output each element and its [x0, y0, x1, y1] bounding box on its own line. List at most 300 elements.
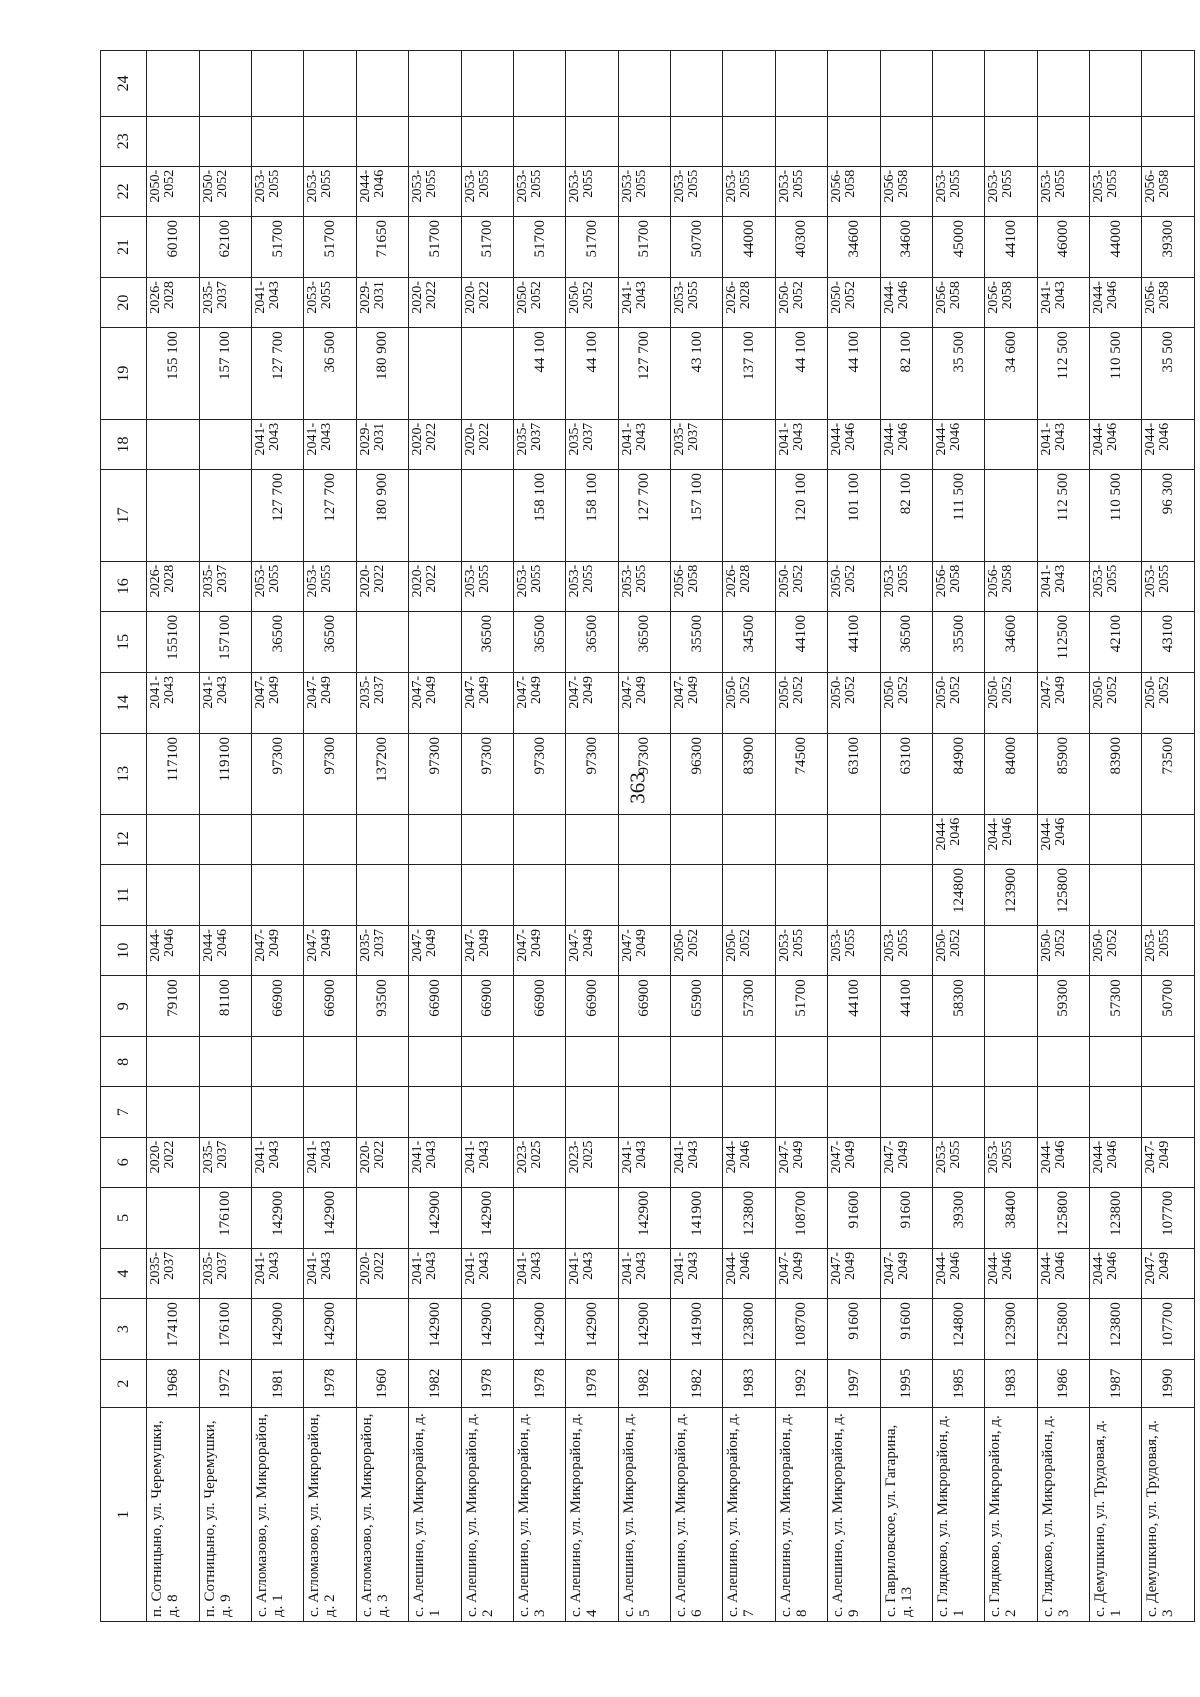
year-built-cell: 1985: [932, 1360, 984, 1408]
data-cell: 44100: [880, 976, 932, 1037]
column-number-header: 5: [101, 1187, 147, 1248]
data-cell: 34600: [880, 216, 932, 277]
data-cell: 2053- 2055: [828, 926, 880, 976]
data-cell: [199, 1037, 251, 1087]
data-cell: [723, 116, 775, 166]
data-cell: 155 100: [147, 328, 199, 420]
data-cell: 2041- 2043: [409, 1248, 461, 1298]
address-cell: с. Алешино, ул. Микрорайон, д. 4: [566, 1408, 618, 1622]
table-header-row: [101, 51, 147, 1622]
data-cell: 2047- 2049: [618, 926, 670, 976]
column-number-header: 13: [101, 734, 147, 815]
data-cell: 2026- 2028: [723, 561, 775, 611]
data-cell: 101 100: [828, 470, 880, 562]
data-cell: 127 700: [618, 470, 670, 562]
data-cell: [775, 814, 827, 864]
data-cell: 38400: [985, 1187, 1037, 1248]
data-cell: [723, 470, 775, 562]
data-cell: 2041- 2043: [304, 1248, 356, 1298]
data-cell: 180 900: [356, 470, 408, 562]
data-cell: 2050- 2052: [775, 278, 827, 328]
column-number-header: 17: [101, 470, 147, 562]
data-cell: 44100: [828, 611, 880, 672]
data-cell: 2053- 2055: [304, 166, 356, 216]
data-cell: 71650: [356, 216, 408, 277]
year-built-cell: 1972: [199, 1360, 251, 1408]
data-cell: [1142, 864, 1195, 925]
data-cell: 2041- 2043: [304, 1137, 356, 1187]
table-row: [1142, 51, 1195, 1622]
data-cell: [252, 1037, 304, 1087]
data-cell: 2044- 2046: [1037, 1248, 1089, 1298]
data-cell: [985, 1037, 1037, 1087]
data-cell: 2053- 2055: [985, 1137, 1037, 1187]
data-cell: [566, 1187, 618, 1248]
data-cell: [775, 1087, 827, 1137]
column-number-header: 11: [101, 864, 147, 925]
data-cell: [828, 1037, 880, 1087]
column-number-header: 7: [101, 1087, 147, 1137]
data-cell: 73500: [1142, 734, 1195, 815]
data-cell: 2053- 2055: [671, 166, 723, 216]
data-cell: 107700: [1142, 1299, 1195, 1360]
data-cell: 97300: [252, 734, 304, 815]
data-cell: 65900: [671, 976, 723, 1037]
data-cell: [985, 51, 1037, 117]
data-cell: 2050- 2052: [775, 672, 827, 733]
data-cell: 58300: [932, 976, 984, 1037]
data-cell: [932, 1087, 984, 1137]
data-cell: 2020- 2022: [356, 1248, 408, 1298]
data-cell: 2029- 2031: [356, 419, 408, 469]
data-cell: 96300: [671, 734, 723, 815]
data-cell: [409, 611, 461, 672]
year-built-cell: 1982: [671, 1360, 723, 1408]
column-number-header: 16: [101, 561, 147, 611]
address-cell: с. Агломазово, ул. Микрорайон, д. 1: [252, 1408, 304, 1622]
data-cell: 2050- 2052: [880, 672, 932, 733]
data-cell: [932, 1037, 984, 1087]
year-built-cell: 1987: [1090, 1360, 1142, 1408]
data-cell: 2056- 2058: [932, 278, 984, 328]
data-cell: 44000: [1090, 216, 1142, 277]
data-cell: 51700: [513, 216, 565, 277]
data-cell: [880, 51, 932, 117]
column-number-header: 18: [101, 419, 147, 469]
data-cell: 2044- 2046: [932, 814, 984, 864]
column-number-header: 12: [101, 814, 147, 864]
data-cell: [461, 328, 513, 420]
data-cell: 2044- 2046: [1090, 1248, 1142, 1298]
data-cell: [671, 1087, 723, 1137]
table-row: [985, 51, 1037, 1622]
column-number-header: 14: [101, 672, 147, 733]
data-cell: 107700: [1142, 1187, 1195, 1248]
data-cell: 2044- 2046: [880, 419, 932, 469]
data-cell: 44100: [828, 976, 880, 1037]
data-cell: 2053- 2055: [252, 561, 304, 611]
data-cell: 2050- 2052: [775, 561, 827, 611]
data-cell: 35500: [671, 611, 723, 672]
year-built-cell: 1986: [1037, 1360, 1089, 1408]
data-cell: [618, 1087, 670, 1137]
data-cell: 142900: [252, 1187, 304, 1248]
data-cell: 2041- 2043: [671, 1248, 723, 1298]
data-cell: 2050- 2052: [1090, 672, 1142, 733]
data-cell: 2050- 2052: [723, 672, 775, 733]
data-cell: [985, 470, 1037, 562]
data-cell: 36 500: [304, 328, 356, 420]
data-cell: 2044- 2046: [880, 278, 932, 328]
data-cell: 125800: [1037, 1299, 1089, 1360]
data-cell: 63100: [880, 734, 932, 815]
data-cell: 44 100: [828, 328, 880, 420]
data-cell: 2044- 2046: [723, 1248, 775, 1298]
data-cell: 108700: [775, 1299, 827, 1360]
data-cell: [775, 116, 827, 166]
data-cell: 2053- 2055: [1090, 561, 1142, 611]
address-cell: с. Алешино, ул. Микрорайон, д. 1: [409, 1408, 461, 1622]
data-cell: 108700: [775, 1187, 827, 1248]
data-cell: 142900: [304, 1187, 356, 1248]
data-cell: 2047- 2049: [409, 926, 461, 976]
data-cell: 2041- 2043: [252, 1137, 304, 1187]
data-cell: 2053- 2055: [461, 561, 513, 611]
year-built-cell: 1983: [985, 1360, 1037, 1408]
data-cell: 91600: [828, 1187, 880, 1248]
data-cell: 83900: [723, 734, 775, 815]
data-cell: 2050- 2052: [671, 926, 723, 976]
column-number-header: 24: [101, 51, 147, 117]
address-cell: с. Алешино, ул. Микрорайон, д. 2: [461, 1408, 513, 1622]
data-cell: 2041- 2043: [618, 419, 670, 469]
year-built-cell: 1982: [409, 1360, 461, 1408]
data-cell: 2020- 2022: [147, 1137, 199, 1187]
data-cell: 124800: [932, 864, 984, 925]
data-cell: [461, 814, 513, 864]
data-cell: 2020- 2022: [409, 561, 461, 611]
data-cell: 2053- 2055: [775, 166, 827, 216]
data-cell: 127 700: [252, 470, 304, 562]
data-cell: 2053- 2055: [618, 561, 670, 611]
data-cell: 2044- 2046: [1037, 814, 1089, 864]
data-cell: 2035- 2037: [199, 278, 251, 328]
data-cell: [513, 1087, 565, 1137]
data-cell: [513, 814, 565, 864]
data-cell: 2035- 2037: [199, 1248, 251, 1298]
data-cell: [1090, 1087, 1142, 1137]
data-cell: 51700: [566, 216, 618, 277]
column-number-header: 20: [101, 278, 147, 328]
data-cell: 2050- 2052: [932, 926, 984, 976]
data-cell: 2050- 2052: [1037, 926, 1089, 976]
data-cell: [252, 51, 304, 117]
data-cell: 2041- 2043: [618, 1248, 670, 1298]
data-cell: 2041- 2043: [671, 1137, 723, 1187]
data-cell: 51700: [304, 216, 356, 277]
table-row: [409, 51, 461, 1622]
data-cell: [1090, 814, 1142, 864]
data-cell: 2020- 2022: [409, 419, 461, 469]
data-cell: 119100: [199, 734, 251, 815]
data-cell: [828, 116, 880, 166]
data-cell: 66900: [566, 976, 618, 1037]
data-cell: 2047- 2049: [880, 1137, 932, 1187]
data-cell: 84000: [985, 734, 1037, 815]
data-cell: [461, 51, 513, 117]
data-cell: 142900: [409, 1187, 461, 1248]
data-cell: [671, 51, 723, 117]
data-cell: [199, 470, 251, 562]
data-cell: [618, 814, 670, 864]
data-cell: 142900: [252, 1299, 304, 1360]
year-built-cell: 1978: [461, 1360, 513, 1408]
data-cell: 2056- 2058: [985, 278, 1037, 328]
data-cell: 2020- 2022: [356, 1137, 408, 1187]
year-built-cell: 1997: [828, 1360, 880, 1408]
data-cell: 2041- 2043: [304, 419, 356, 469]
data-cell: 2044- 2046: [723, 1137, 775, 1187]
data-cell: 2026- 2028: [147, 278, 199, 328]
data-cell: [880, 1087, 932, 1137]
data-cell: 35 500: [1142, 328, 1195, 420]
data-cell: 142900: [409, 1299, 461, 1360]
data-cell: 2035- 2037: [199, 1137, 251, 1187]
data-cell: 2047- 2049: [618, 672, 670, 733]
data-cell: 42100: [1090, 611, 1142, 672]
data-cell: 2053- 2055: [723, 166, 775, 216]
data-cell: [880, 864, 932, 925]
table-row: [880, 51, 932, 1622]
data-cell: 2053- 2055: [880, 926, 932, 976]
data-cell: 2020- 2022: [461, 419, 513, 469]
data-cell: 2047- 2049: [1142, 1137, 1195, 1187]
data-cell: [199, 814, 251, 864]
year-built-cell: 1978: [304, 1360, 356, 1408]
data-cell: [1037, 116, 1089, 166]
data-cell: 2053- 2055: [932, 1137, 984, 1187]
data-cell: 2056- 2058: [932, 561, 984, 611]
data-cell: [147, 1037, 199, 1087]
column-number-header: 9: [101, 976, 147, 1037]
data-cell: [252, 864, 304, 925]
data-cell: 57300: [723, 976, 775, 1037]
data-cell: [1142, 1087, 1195, 1137]
data-cell: 2053- 2055: [932, 166, 984, 216]
data-cell: [409, 328, 461, 420]
data-cell: 2047- 2049: [461, 672, 513, 733]
data-cell: [304, 1037, 356, 1087]
data-cell: 2047- 2049: [1142, 1248, 1195, 1298]
data-cell: 124800: [932, 1299, 984, 1360]
data-cell: 2050- 2052: [723, 926, 775, 976]
data-cell: 84900: [932, 734, 984, 815]
data-cell: [880, 814, 932, 864]
data-cell: 2050- 2052: [199, 166, 251, 216]
data-cell: 2053- 2055: [1090, 166, 1142, 216]
data-cell: 2047- 2049: [671, 672, 723, 733]
data-cell: [356, 864, 408, 925]
data-cell: 157 100: [199, 328, 251, 420]
data-cell: 39300: [1142, 216, 1195, 277]
data-cell: 83900: [1090, 734, 1142, 815]
year-built-cell: 1978: [513, 1360, 565, 1408]
data-cell: 2056- 2058: [880, 166, 932, 216]
data-cell: 142900: [461, 1187, 513, 1248]
data-cell: 36500: [252, 611, 304, 672]
data-cell: 2047- 2049: [828, 1137, 880, 1187]
data-cell: [618, 116, 670, 166]
data-cell: [618, 51, 670, 117]
data-cell: [252, 1087, 304, 1137]
data-cell: 2053- 2055: [1142, 926, 1195, 976]
data-cell: 2041- 2043: [199, 672, 251, 733]
data-cell: 2044- 2046: [985, 814, 1037, 864]
data-cell: 2035- 2037: [671, 419, 723, 469]
data-cell: 157 100: [671, 470, 723, 562]
data-cell: 34 600: [985, 328, 1037, 420]
data-cell: 2047- 2049: [1037, 672, 1089, 733]
data-cell: 2041- 2043: [409, 1137, 461, 1187]
data-cell: 123900: [985, 1299, 1037, 1360]
data-cell: 34600: [828, 216, 880, 277]
data-cell: 180 900: [356, 328, 408, 420]
data-cell: 176100: [199, 1187, 251, 1248]
data-cell: 74500: [775, 734, 827, 815]
data-cell: 2050- 2052: [147, 166, 199, 216]
data-cell: 97300: [618, 734, 670, 815]
data-cell: [461, 470, 513, 562]
data-cell: 2044- 2046: [1037, 1137, 1089, 1187]
column-number-header: 22: [101, 166, 147, 216]
data-cell: 142900: [618, 1299, 670, 1360]
data-cell: 123900: [985, 864, 1037, 925]
data-cell: 2050- 2052: [985, 672, 1037, 733]
data-cell: 123800: [723, 1299, 775, 1360]
data-cell: 91600: [880, 1299, 932, 1360]
data-cell: [356, 1037, 408, 1087]
data-cell: 97300: [513, 734, 565, 815]
data-cell: 2020- 2022: [356, 561, 408, 611]
column-number-header: 8: [101, 1037, 147, 1087]
data-cell: 2041- 2043: [252, 278, 304, 328]
data-cell: 51700: [409, 216, 461, 277]
data-cell: [566, 116, 618, 166]
data-cell: [671, 1037, 723, 1087]
data-cell: [409, 116, 461, 166]
data-cell: 158 100: [513, 470, 565, 562]
data-cell: 2053- 2055: [513, 166, 565, 216]
data-cell: 2041- 2043: [513, 1248, 565, 1298]
data-cell: 97300: [461, 734, 513, 815]
data-cell: 142900: [566, 1299, 618, 1360]
data-cell: 142900: [513, 1299, 565, 1360]
data-cell: 141900: [671, 1299, 723, 1360]
data-cell: 2053- 2055: [671, 278, 723, 328]
data-cell: 51700: [618, 216, 670, 277]
data-cell: 96 300: [1142, 470, 1195, 562]
table-row: [1090, 51, 1142, 1622]
data-cell: 79100: [147, 976, 199, 1037]
data-cell: 2041- 2043: [1037, 561, 1089, 611]
data-cell: 2041- 2043: [618, 278, 670, 328]
data-cell: 2047- 2049: [828, 1248, 880, 1298]
data-cell: [356, 611, 408, 672]
data-cell: 2041- 2043: [566, 1248, 618, 1298]
year-built-cell: 1982: [618, 1360, 670, 1408]
data-cell: 60100: [147, 216, 199, 277]
data-cell: 137200: [356, 734, 408, 815]
data-cell: [566, 814, 618, 864]
data-cell: [356, 1299, 408, 1360]
data-cell: 2047- 2049: [461, 926, 513, 976]
data-cell: [932, 116, 984, 166]
column-number-header: 2: [101, 1360, 147, 1408]
data-cell: 97300: [304, 734, 356, 815]
data-cell: 2044- 2046: [1090, 1137, 1142, 1187]
column-number-header: 19: [101, 328, 147, 420]
address-cell: с. Демушкино, ул. Трудовая, д. 3: [1142, 1408, 1195, 1622]
data-cell: 2041- 2043: [461, 1248, 513, 1298]
data-cell: 2035- 2037: [199, 561, 251, 611]
data-cell: [880, 116, 932, 166]
data-cell: [671, 864, 723, 925]
data-cell: [723, 1037, 775, 1087]
data-cell: 59300: [1037, 976, 1089, 1037]
data-cell: 2044- 2046: [1090, 419, 1142, 469]
data-cell: 158 100: [566, 470, 618, 562]
table-row: [932, 51, 984, 1622]
data-cell: 2044- 2046: [1142, 419, 1195, 469]
table-row: [828, 51, 880, 1622]
data-cell: [461, 864, 513, 925]
data-cell: 43100: [1142, 611, 1195, 672]
data-cell: [828, 51, 880, 117]
page-number: 363: [625, 772, 650, 804]
data-cell: 2035- 2037: [566, 419, 618, 469]
data-cell: 110 500: [1090, 328, 1142, 420]
data-cell: [461, 1037, 513, 1087]
data-cell: [513, 116, 565, 166]
data-cell: 2041- 2043: [775, 419, 827, 469]
data-cell: [1037, 1037, 1089, 1087]
address-cell: с. Алешино, ул. Микрорайон, д. 5: [618, 1408, 670, 1622]
data-cell: [828, 1087, 880, 1137]
address-cell: с. Глядково, ул. Микрорайон, д. 3: [1037, 1408, 1089, 1622]
table-row: [723, 51, 775, 1622]
data-cell: [618, 864, 670, 925]
table-row: [618, 51, 670, 1622]
repair-schedule-table: [100, 50, 1195, 1622]
data-cell: [409, 814, 461, 864]
data-cell: 2053- 2055: [1037, 166, 1089, 216]
data-cell: [409, 1037, 461, 1087]
column-number-header: 10: [101, 926, 147, 976]
column-number-header: 1: [101, 1408, 147, 1622]
address-cell: с. Алешино, ул. Микрорайон, д. 3: [513, 1408, 565, 1622]
data-cell: 2044- 2046: [932, 1248, 984, 1298]
data-cell: [199, 419, 251, 469]
table-row: [199, 51, 251, 1622]
data-cell: 2044- 2046: [199, 926, 251, 976]
data-cell: 57300: [1090, 976, 1142, 1037]
year-built-cell: 1995: [880, 1360, 932, 1408]
data-cell: 40300: [775, 216, 827, 277]
data-cell: 155100: [147, 611, 199, 672]
data-cell: 91600: [880, 1187, 932, 1248]
data-cell: 39300: [932, 1187, 984, 1248]
data-cell: [409, 1087, 461, 1137]
